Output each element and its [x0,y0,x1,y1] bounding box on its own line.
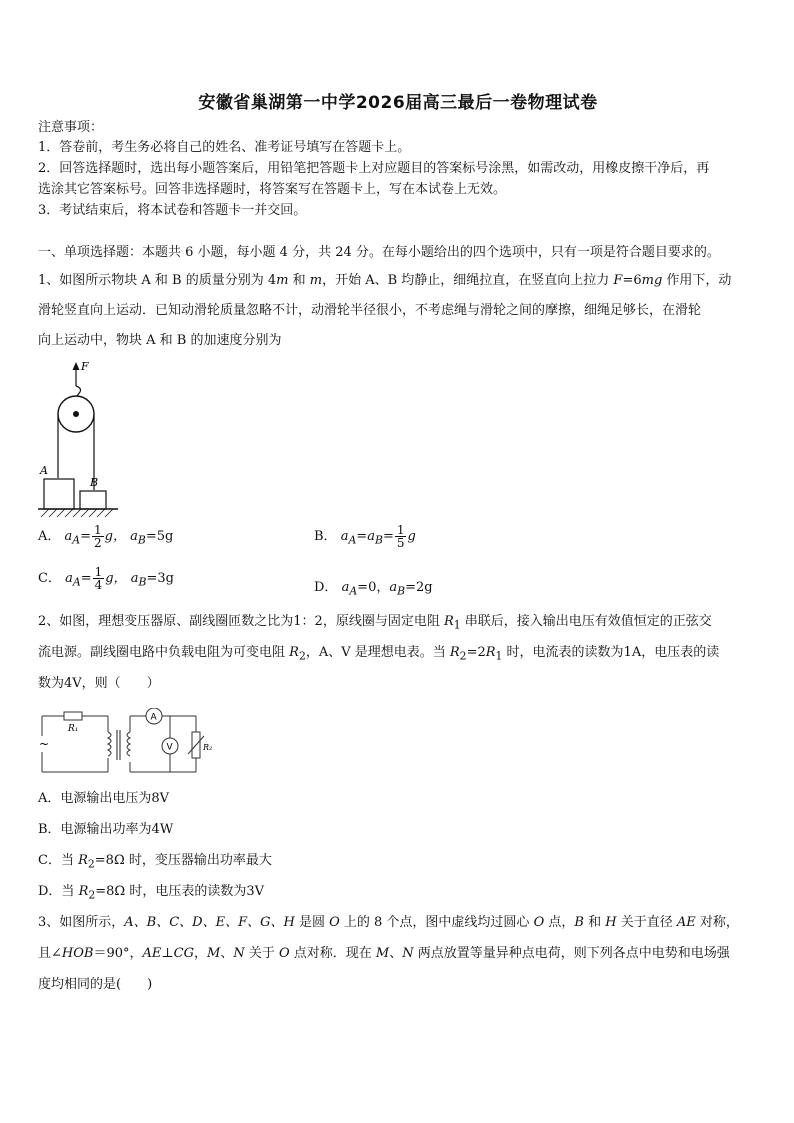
block-b-label: B [90,476,99,489]
transformer-circuit-figure [38,708,218,778]
notice-item-1: 1．答卷前，考生务必将自己的姓名、准考证号填写在答题卡上。 [38,140,411,155]
q1-line-3: 向上运动中，物块 A 和 B 的加速度分别为 [38,333,282,348]
r2-label: R₂ [203,743,213,752]
force-arrowhead [73,362,80,370]
q3-line-2: 且∠HOB＝90°，AE⊥CG，M、N 关于 O 点对称．现在 M、N 两点放置等量异种点电荷，则下列各点中电势和电场强 [38,946,730,961]
q2-option-a[interactable]: A．电源输出电压为8V [38,791,170,806]
ammeter-label: A [150,712,157,723]
block-a [44,479,74,509]
transformer-core [117,730,120,760]
primary-loop [42,712,111,772]
voltmeter-label: V [166,742,173,753]
block-b [80,491,106,509]
q3-line-1: 3、如图所示，A、B、C、D、E、F、G、H 是圆 O 上的 8 个点，图中虚线均过圆心 O 点，B 和 H 关于直径 AE 对称， [38,915,739,930]
q1-option-a[interactable]: A． $a_A=$ $\frac{1}{2}$ g， $a_B=5g$ [38,523,174,550]
ac-source-icon: ~ [39,737,50,751]
pulley-axle [73,411,79,417]
q1-line-1: 1、如图所示物块 A 和 B 的质量分别为 4m 和 m，开始 A、B 均静止，细绳拉直，在竖直向上拉力 F=6mg 作用下，动 [38,273,732,288]
notice-item-3: 3．考试结束后，将本试卷和答题卡一并交回。 [38,203,307,218]
r1-label: R₁ [68,724,79,734]
notice-item-2: 2．回答选择题时，选出每小题答案后，用铅笔把答题卡上对应题目的答案标号涂黑，如需改动，用橡皮擦干净后，再 [38,161,710,176]
q2-option-c[interactable]: C．当 $R_2=8\Omega$ 时，变压器输出功率最大 [38,853,272,871]
ground-hatch [41,509,113,517]
notice-heading: 注意事项： [38,120,104,135]
q2-line-2: 流电源。副线圈电路中负载电阻为可变电阻 $R_2$，A、V 是理想电表。当 $R_2=2R_1$ 时，电流表的读数为1A，电压表的读 [38,645,720,663]
q3-line-3: 度均相同的是( ) [38,977,153,992]
q1-line-2: 滑轮竖直向上运动．已知动滑轮质量忽略不计，动滑轮半径很小，不考虑绳与滑轮之间的摩擦，细绳足够长，在滑轮 [38,303,702,318]
q1-option-d[interactable]: D． $a_A=0$，$a_B=2g$ [314,580,433,598]
force-label: F [81,360,89,373]
block-a-label: A [40,464,48,477]
q1-option-c[interactable]: C． $a_A=$ $\frac{1}{4}$ g， $a_B=3g$ [38,565,174,592]
q2-option-d[interactable]: D．当 $R_2=8\Omega$ 时，电压表的读数为3V [38,884,264,902]
pulley-figure [38,358,128,523]
notice-item-2-cont: 选涂其它答案标号。回答非选择题时，将答案写在答题卡上，写在本试卷上无效。 [38,182,507,197]
page-title: 安徽省巢湖第一中学2026届高三最后一卷物理试卷 [198,93,598,113]
q2-line-3: 数为4V，则（ ） [38,676,160,691]
section-heading: 一、单项选择题：本题共 6 小题，每小题 4 分，共 24 分。在每小题给出的四个选项中，只有一项是符合题目要求的。 [38,245,720,260]
q1-option-b[interactable]: B． $a_A=a_B=$ $\frac{1}{5}$ g [314,523,416,550]
q2-option-b[interactable]: B．电源输出功率为4W [38,822,174,837]
q2-line-1: 2、如图，理想变压器原、副线圈匝数之比为1：2，原线圈与固定电阻 $R_1$ 串联后，接入输出电压有效值恒定的正弦交 [38,614,712,632]
